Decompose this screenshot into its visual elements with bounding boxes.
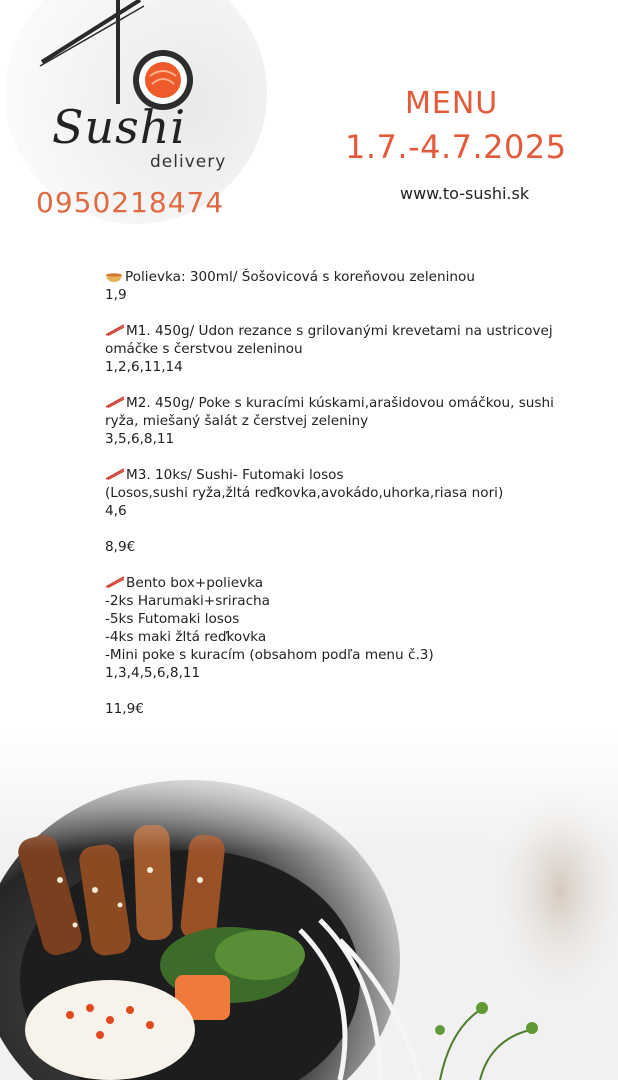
menu-item-line: M1. 450g/ Udon rezance s grilovanými krevetami na ustricovej (105, 322, 575, 340)
bento-item: -5ks Futomaki losos (105, 611, 240, 627)
menu-item-allergens: 4,6 (105, 503, 127, 519)
menu-item-line: Bento box+polievka (105, 574, 575, 592)
menu-title: MENU (405, 86, 499, 121)
bento-item: -Mini poke s kuracím (obsahom podľa menu č.3) (105, 647, 434, 663)
bento-price: 11,9€ (105, 701, 144, 717)
menu-item-line: omáčke s čerstvou zeleninou (105, 341, 303, 357)
menu-item-allergens: 1,2,6,11,14 (105, 359, 183, 375)
chopsticks-icon (105, 324, 125, 336)
soup-bowl-icon (105, 270, 123, 283)
menu-item-allergens: 1,9 (105, 287, 127, 303)
menu-item-line: ryža, miešaný šalát z čerstvej zeleniny (105, 413, 369, 429)
bento-item: -4ks maki žltá reďkovka (105, 629, 267, 645)
menu-price: 8,9€ (105, 539, 136, 555)
brand-name: Sushi (52, 100, 187, 154)
menu-item-m2 (105, 394, 575, 448)
chopstick-diagonal (42, 0, 140, 62)
menu-item-bento (105, 574, 575, 682)
phone-number: 0950218474 (36, 186, 225, 219)
chopsticks-icon (105, 396, 125, 408)
food-photo (0, 730, 618, 1080)
menu-item-allergens: 1,3,4,5,6,8,11 (105, 665, 201, 681)
chopsticks-icon (105, 576, 125, 588)
brand-subtitle: delivery (150, 152, 227, 172)
menu-item-line: M3. 10ks/ Sushi- Futomaki losos (105, 466, 575, 484)
menu-list (105, 268, 575, 736)
menu-item-allergens: 3,5,6,8,11 (105, 431, 175, 447)
menu-item-soup (105, 268, 575, 304)
bento-item: -2ks Harumaki+sriracha (105, 593, 270, 609)
menu-item-m1 (105, 322, 575, 376)
menu-item-line: (Losos,sushi ryža,žltá reďkovka,avokádo,uhorka,riasa nori) (105, 485, 504, 501)
menu-item-m3 (105, 466, 575, 520)
chopsticks-icon (105, 468, 125, 480)
menu-dates: 1.7.-4.7.2025 (345, 128, 567, 166)
website-link: www.to-sushi.sk (400, 184, 530, 203)
menu-item-line: Polievka: 300ml/ Šošovicová s koreňovou zeleninou (105, 268, 575, 286)
menu-item-line: M2. 450g/ Poke s kuracími kúskami,arašidovou omáčkou, sushi (105, 394, 575, 412)
